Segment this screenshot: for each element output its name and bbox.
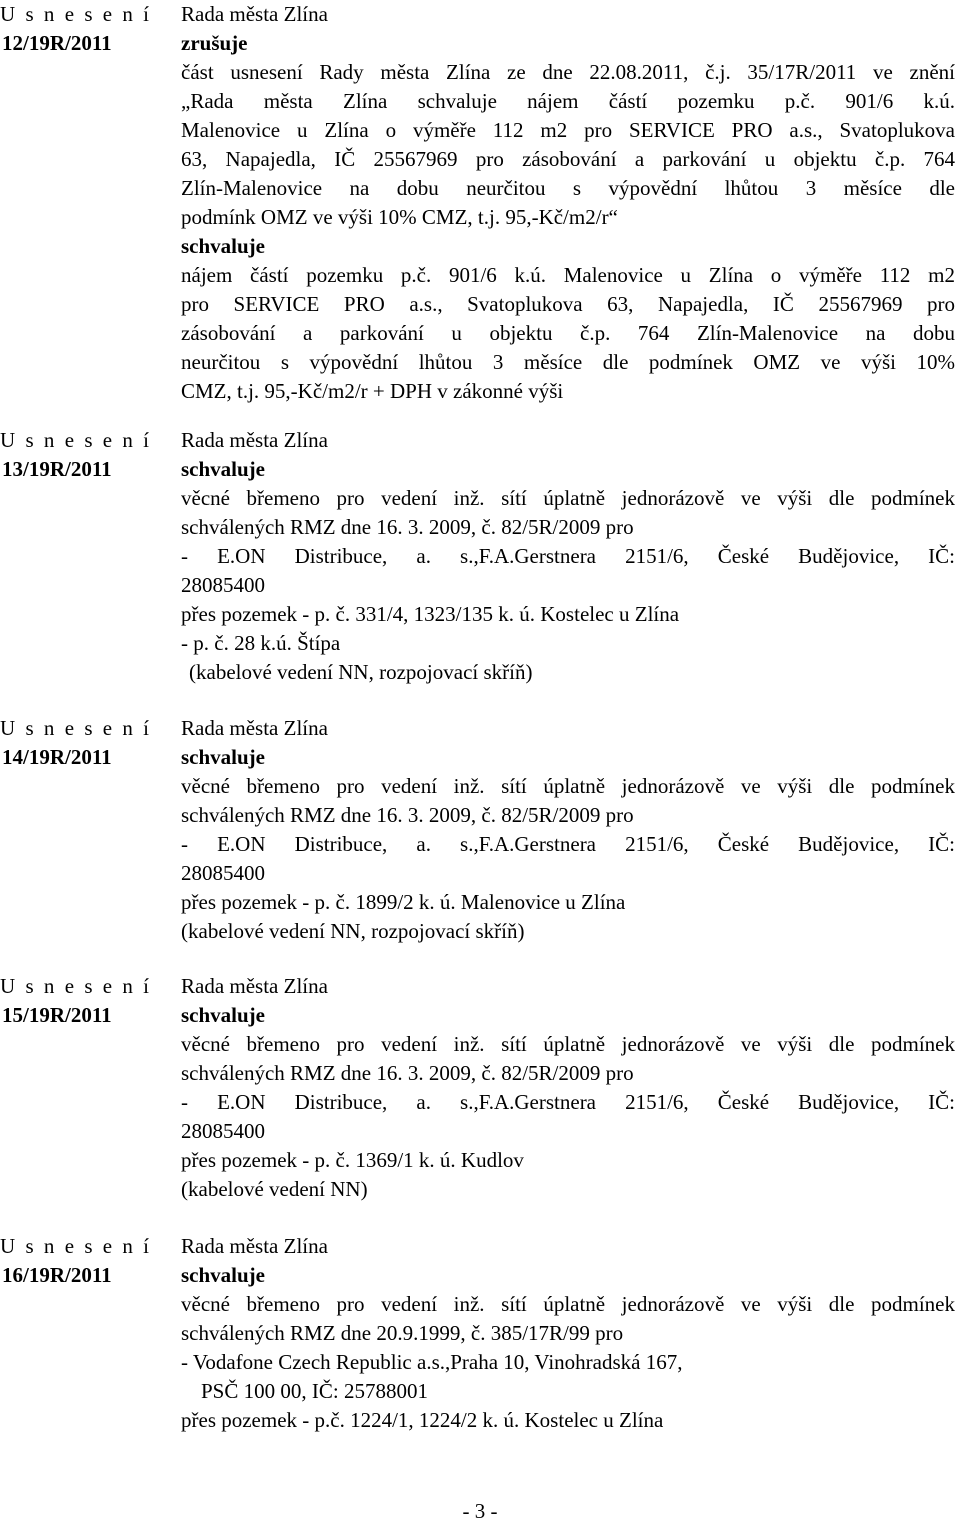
body-line: zásobování a parkování u objektu č.p. 764 Zlín-Malenovice na dobu <box>181 321 955 345</box>
resolution-header <box>0 0 170 58</box>
body-line: věcné břemeno pro vedení inž. sítí úplatně jednorázově ve výši dle podmínek <box>181 486 955 510</box>
body-line: Malenovice u Zlína o výměře 112 m2 pro SERVICE PRO a.s., Svatoplukova <box>181 118 955 142</box>
body-line: schválených RMZ dne 16. 3. 2009, č. 82/5R/2009 pro <box>181 1061 634 1085</box>
council-name: Rada města Zlína <box>181 716 328 740</box>
verb-approves: schvaluje <box>181 1003 265 1027</box>
resolution-header <box>0 1232 170 1290</box>
council-name: Rada města Zlína <box>181 974 328 998</box>
body-line: „Rada města Zlína schvaluje nájem částí pozemku p.č. 901/6 k.ú. <box>181 89 955 113</box>
body-line: (kabelové vedení NN, rozpojovací skříň) <box>181 919 525 943</box>
body-line: 28085400 <box>181 1119 265 1143</box>
body-line: (kabelové vedení NN) <box>181 1177 368 1201</box>
verb-approves: schvaluje <box>181 234 265 258</box>
resolution-body <box>181 0 955 406</box>
body-line: - Vodafone Czech Republic a.s.,Praha 10, Vinohradská 167, <box>181 1350 683 1374</box>
resolution-number: 16/19R/2011 <box>2 1263 112 1287</box>
body-line: 63, Napajedla, IČ 25567969 pro zásobování a parkování u objektu č.p. 764 <box>181 147 955 171</box>
resolution-label: U s n e s e n í <box>0 974 152 998</box>
body-line: věcné břemeno pro vedení inž. sítí úplatně jednorázově ve výši dle podmínek <box>181 1032 955 1056</box>
resolution-label: U s n e s e n í <box>0 716 152 740</box>
body-line: neurčitou s výpovědní lhůtou 3 měsíce dle podmínek OMZ ve výši 10% <box>181 350 955 374</box>
resolution-body <box>181 714 955 946</box>
body-line: - p. č. 28 k.ú. Štípa <box>181 631 341 655</box>
body-line: věcné břemeno pro vedení inž. sítí úplatně jednorázově ve výši dle podmínek <box>181 774 955 798</box>
body-line: část usnesení Rady města Zlína ze dne 22.08.2011, č.j. 35/17R/2011 ve znění <box>181 60 955 84</box>
resolution-header <box>0 972 170 1030</box>
resolution-body <box>181 426 955 687</box>
verb-approves: schvaluje <box>181 745 265 769</box>
body-line: pro SERVICE PRO a.s., Svatoplukova 63, Napajedla, IČ 25567969 pro <box>181 292 955 316</box>
body-line: Zlín-Malenovice na dobu neurčitou s výpovědní lhůtou 3 měsíce dle <box>181 176 955 200</box>
body-line: - E.ON Distribuce, a. s.,F.A.Gerstnera 2151/6, České Budějovice, IČ: <box>181 544 955 568</box>
resolution-label: U s n e s e n í <box>0 428 152 452</box>
body-line: přes pozemek - p. č. 1369/1 k. ú. Kudlov <box>181 1148 524 1172</box>
resolution-label: U s n e s e n í <box>0 2 152 26</box>
body-line: podmínk OMZ ve výši 10% CMZ, t.j. 95,-Kč/m2/r“ <box>181 205 618 229</box>
resolution-number: 13/19R/2011 <box>2 457 112 481</box>
body-line: schválených RMZ dne 20.9.1999, č. 385/17R/99 pro <box>181 1321 624 1345</box>
body-line: 28085400 <box>181 861 265 885</box>
body-line: přes pozemek - p. č. 331/4, 1323/135 k. ú. Kostelec u Zlína <box>181 602 680 626</box>
council-name: Rada města Zlína <box>181 428 328 452</box>
body-line: - E.ON Distribuce, a. s.,F.A.Gerstnera 2151/6, České Budějovice, IČ: <box>181 1090 955 1114</box>
resolution-header <box>0 426 170 484</box>
body-line: - E.ON Distribuce, a. s.,F.A.Gerstnera 2151/6, České Budějovice, IČ: <box>181 832 955 856</box>
resolution-label: U s n e s e n í <box>0 1234 152 1258</box>
resolution-number: 14/19R/2011 <box>2 745 112 769</box>
body-line: schválených RMZ dne 16. 3. 2009, č. 82/5R/2009 pro <box>181 803 634 827</box>
resolution-header <box>0 714 170 772</box>
resolution-number: 12/19R/2011 <box>2 31 112 55</box>
verb-approves: schvaluje <box>181 457 265 481</box>
body-line: (kabelové vedení NN, rozpojovací skříň) <box>189 660 533 684</box>
body-line: 28085400 <box>181 573 265 597</box>
body-line: věcné břemeno pro vedení inž. sítí úplatně jednorázově ve výši dle podmínek <box>181 1292 955 1316</box>
page-number: - 3 - <box>462 1499 498 1523</box>
verb-approves: schvaluje <box>181 1263 265 1287</box>
body-line: CMZ, t.j. 95,-Kč/m2/r + DPH v zákonné výši <box>181 379 564 403</box>
council-name: Rada města Zlína <box>181 2 328 26</box>
resolution-number: 15/19R/2011 <box>2 1003 112 1027</box>
body-line: přes pozemek - p. č. 1899/2 k. ú. Malenovice u Zlína <box>181 890 626 914</box>
body-line: nájem částí pozemku p.č. 901/6 k.ú. Malenovice u Zlína o výměře 112 m2 <box>181 263 955 287</box>
body-line: přes pozemek - p.č. 1224/1, 1224/2 k. ú. Kostelec u Zlína <box>181 1408 664 1432</box>
council-name: Rada města Zlína <box>181 1234 328 1258</box>
resolution-body <box>181 972 955 1204</box>
resolution-body <box>181 1232 955 1435</box>
verb-cancels: zrušuje <box>181 31 248 55</box>
body-line: schválených RMZ dne 16. 3. 2009, č. 82/5R/2009 pro <box>181 515 634 539</box>
body-line: PSČ 100 00, IČ: 25788001 <box>201 1379 428 1403</box>
